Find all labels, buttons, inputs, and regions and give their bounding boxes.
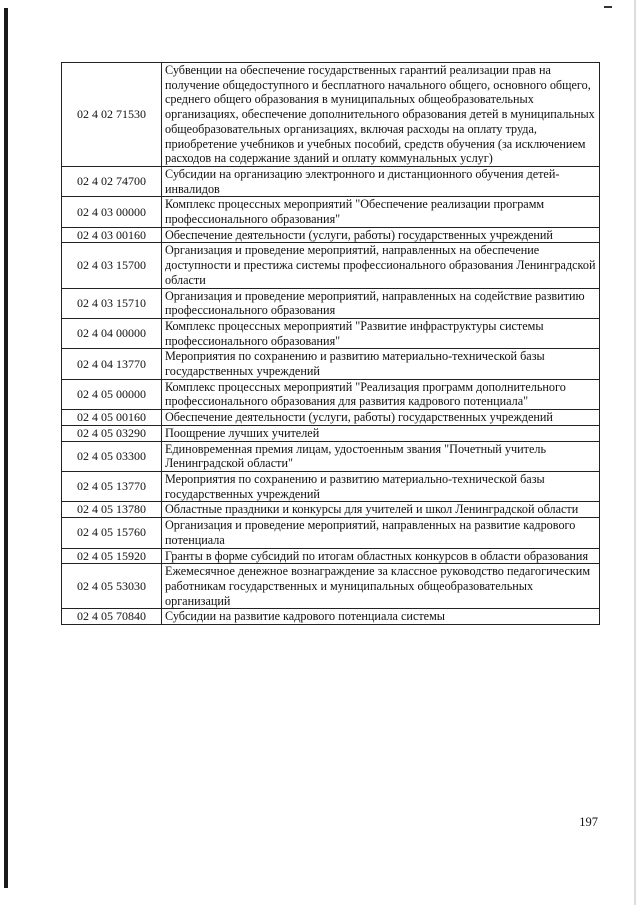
row-code: 02 4 05 15760 xyxy=(62,518,162,548)
row-code: 02 4 05 03290 xyxy=(62,425,162,441)
table-row xyxy=(62,197,600,227)
row-name: Ежемесячное денежное вознаграждение за классное руководство педагогическим работникам государственных и муниципальных общеобразовательных организаций xyxy=(162,564,600,609)
table-row xyxy=(62,318,600,348)
row-code: 02 4 04 00000 xyxy=(62,318,162,348)
row-code: 02 4 02 71530 xyxy=(62,63,162,167)
row-name: Субсидии на развитие кадрового потенциала системы xyxy=(162,609,600,625)
row-name: Организация и проведение мероприятий, направленных на развитие кадрового потенциала xyxy=(162,518,600,548)
row-code: 02 4 05 00000 xyxy=(62,379,162,409)
row-code: 02 4 05 13780 xyxy=(62,502,162,518)
table-row xyxy=(62,564,600,609)
row-name: Областные праздники и конкурсы для учителей и школ Ленинградской области xyxy=(162,502,600,518)
row-code: 02 4 05 13770 xyxy=(62,471,162,501)
page-number: 197 xyxy=(579,815,598,829)
row-name: Единовременная премия лицам, удостоенным звания "Почетный учитель Ленинградской области" xyxy=(162,441,600,471)
row-name: Организация и проведение мероприятий, направленных на обеспечение доступности и престижа системы профессионального образования Ленинградской области xyxy=(162,243,600,288)
table-row xyxy=(62,410,600,426)
scan-right-edge xyxy=(634,0,636,905)
table-row xyxy=(62,227,600,243)
row-name: Мероприятия по сохранению и развитию материально-технической базы государственных учреждений xyxy=(162,349,600,379)
row-name: Комплекс процессных мероприятий "Обеспечение реализации программ профессионального образования" xyxy=(162,197,600,227)
budget-classification-table xyxy=(61,62,600,625)
row-name: Комплекс процессных мероприятий "Развитие инфраструктуры системы профессионального образования" xyxy=(162,318,600,348)
row-name: Субсидии на организацию электронного и дистанционного обучения детей-инвалидов xyxy=(162,166,600,196)
row-code: 02 4 05 03300 xyxy=(62,441,162,471)
row-code: 02 4 03 00160 xyxy=(62,227,162,243)
table-row xyxy=(62,288,600,318)
table-row xyxy=(62,441,600,471)
table-row xyxy=(62,166,600,196)
row-name: Комплекс процессных мероприятий "Реализация программ дополнительного профессионального образования для развития кадрового потенциала" xyxy=(162,379,600,409)
row-name: Гранты в форме субсидий по итогам областных конкурсов в области образования xyxy=(162,548,600,564)
row-code: 02 4 03 00000 xyxy=(62,197,162,227)
row-code: 02 4 04 13770 xyxy=(62,349,162,379)
scan-top-mark xyxy=(604,6,612,8)
row-name: Обеспечение деятельности (услуги, работы) государственных учреждений xyxy=(162,410,600,426)
table-row xyxy=(62,349,600,379)
row-name: Субвенции на обеспечение государственных гарантий реализации прав на получение общедоступного и бесплатного начального общего, основного общего, среднего общего образования в муниципальных общеобразовательных организациях, обеспечение дополнительного образования детей в муниципальных общеобразовательных организациях, включая расходы на оплату труда, приобретение учебников и учебных пособий, средств обучения (за исключением расходов на содержание зданий и оплату коммунальных услуг) xyxy=(162,63,600,167)
scan-left-edge xyxy=(4,8,8,888)
row-code: 02 4 03 15710 xyxy=(62,288,162,318)
table-row xyxy=(62,609,600,625)
row-code: 02 4 03 15700 xyxy=(62,243,162,288)
table-row xyxy=(62,243,600,288)
table-row xyxy=(62,63,600,167)
row-name: Обеспечение деятельности (услуги, работы) государственных учреждений xyxy=(162,227,600,243)
table-row xyxy=(62,379,600,409)
row-name: Мероприятия по сохранению и развитию материально-технической базы государственных учреждений xyxy=(162,471,600,501)
row-code: 02 4 05 53030 xyxy=(62,564,162,609)
table-row xyxy=(62,518,600,548)
table-row xyxy=(62,425,600,441)
row-code: 02 4 05 70840 xyxy=(62,609,162,625)
table-row xyxy=(62,471,600,501)
row-code: 02 4 05 15920 xyxy=(62,548,162,564)
table-row xyxy=(62,502,600,518)
row-code: 02 4 02 74700 xyxy=(62,166,162,196)
table-row xyxy=(62,548,600,564)
row-code: 02 4 05 00160 xyxy=(62,410,162,426)
row-name: Организация и проведение мероприятий, направленных на содействие развитию профессионального образования xyxy=(162,288,600,318)
row-name: Поощрение лучших учителей xyxy=(162,425,600,441)
